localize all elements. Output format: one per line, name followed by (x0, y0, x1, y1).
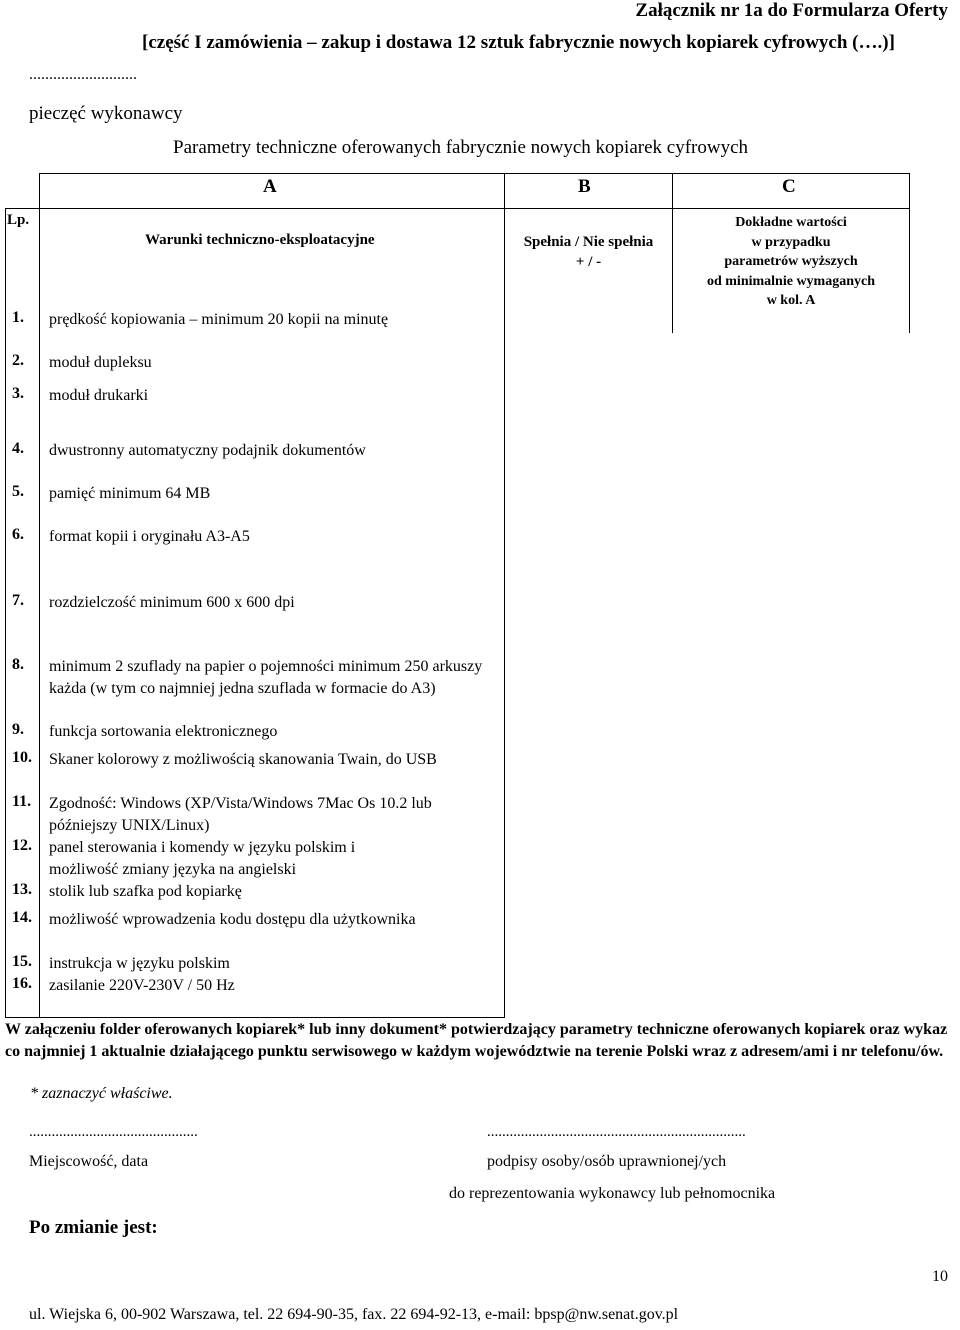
lp-header: Lp. (7, 212, 30, 228)
signature-dots: ..................................................................... (487, 1124, 746, 1140)
table-header-line (5, 208, 910, 209)
row-11-num: 11. (12, 793, 32, 810)
row-15-text: instrukcja w języku polskim (49, 955, 230, 972)
col-c-header-line5: w kol. A (766, 293, 816, 308)
row-3-text: moduł drukarki (49, 387, 149, 404)
row-2-text: moduł dupleksu (49, 354, 152, 371)
row-9-num: 9. (12, 721, 24, 738)
col-letter-c: C (782, 176, 796, 197)
row-6-num: 6. (12, 526, 24, 543)
page-number: 10 (932, 1268, 948, 1285)
row-7-text: rozdzielczość minimum 600 x 600 dpi (49, 594, 295, 611)
row-15-num: 15. (12, 953, 32, 970)
table-border-top (39, 173, 910, 174)
row-16-num: 16. (12, 975, 32, 992)
place-date-dots: ............................................. (29, 1124, 198, 1140)
row-1-text: prędkość kopiowania – minimum 20 kopii na minutę (49, 311, 389, 328)
table-border-right (909, 173, 910, 333)
row-11-text: Zgodność: Windows (XP/Vista/Windows 7Mac Os 10.2 lub późniejszy UNIX/Linux) (49, 795, 432, 834)
after-change-text: Po zmianie jest: (29, 1217, 158, 1238)
attachment-note: W załączeniu folder oferowanych kopiarek* lub inny dokument* potwierdzający parametry techniczne oferowanych kopiarek oraz wykaz co najmniej 1 aktualnie działającego punktu serwisowego w każdym województwie na terenie Polski wraz z adresem/ami i nr telefonu/ów. (5, 1021, 948, 1060)
row-10-num: 10. (12, 749, 32, 766)
table-a-divider (504, 173, 505, 1018)
row-16-text: zasilanie 220V-230V / 50 Hz (49, 977, 235, 994)
col-b-header (505, 232, 672, 272)
row-9-text: funkcja sortowania elektronicznego (49, 723, 278, 740)
signature-label-2: do reprezentowania wykonawcy lub pełnomocnika (449, 1185, 776, 1202)
col-c-header (673, 213, 909, 311)
row-10-text: Skaner kolorowy z możliwością skanowania Twain, do USB (49, 751, 437, 768)
row-12-num: 12. (12, 837, 32, 854)
place-date-label: Miejscowość, data (29, 1153, 149, 1170)
row-2-num: 2. (12, 352, 24, 369)
col-letter-b: B (578, 176, 591, 197)
col-c-header-line1: Dokładne wartości (735, 215, 847, 230)
table-border-left (5, 208, 6, 1018)
seal-label: pieczęć wykonawcy (29, 103, 183, 124)
col-a-header: Warunki techniczno-eksploatacyjne (145, 232, 375, 248)
row-12-text: panel sterowania i komendy w języku polskim i możliwość zmiany języka na angielski (49, 839, 356, 878)
row-5-text: pamięć minimum 64 MB (49, 485, 211, 502)
asterisk-note: * zaznaczyć właściwe. (30, 1085, 173, 1102)
col-b-header-line2: + / - (575, 254, 602, 270)
table-title: Parametry techniczne oferowanych fabrycznie nowych kopiarek cyfrowych (173, 137, 749, 158)
col-c-header-line3: parametrów wyższych (724, 254, 858, 269)
row-7-num: 7. (12, 592, 24, 609)
row-6-text: format kopii i oryginału A3-A5 (49, 528, 250, 545)
row-14-text: możliwość wprowadzenia kodu dostępu dla użytkownika (49, 911, 416, 928)
annex-title: Załącznik nr 1a do Formularza Oferty (635, 0, 948, 21)
seal-dots: ........................... (29, 66, 137, 83)
signature-label-1: podpisy osoby/osób uprawnionej/ych (487, 1153, 727, 1170)
row-5-num: 5. (12, 483, 24, 500)
after-change-label (29, 1217, 158, 1239)
col-letter-a: A (263, 176, 277, 197)
row-4-num: 4. (12, 440, 24, 457)
row-8-text: minimum 2 szuflady na papier o pojemności minimum 250 arkuszy każda (w tym co najmniej jedna szuflada w formacie do A3) (49, 658, 483, 697)
table-lp-divider (39, 173, 40, 1018)
table-border-bottom (5, 1017, 505, 1018)
row-13-text: stolik lub szafka pod kopiarkę (49, 883, 242, 900)
row-14-num: 14. (12, 909, 32, 926)
col-c-header-line2: w przypadku (751, 234, 831, 250)
subject-line: [część I zamówienia – zakup i dostawa 12 sztuk fabrycznie nowych kopiarek cyfrowych (….)] (142, 32, 895, 53)
footer-address: ul. Wiejska 6, 00-902 Warszawa, tel. 22 694-90-35, fax. 22 694-92-13, e-mail: bpsp@nw.senat.gov.pl (29, 1306, 679, 1323)
row-13-num: 13. (12, 881, 32, 898)
row-3-num: 3. (12, 385, 24, 402)
col-b-header-line1: Spełnia / Nie spełnia (523, 234, 654, 250)
row-4-text: dwustronny automatyczny podajnik dokumentów (49, 442, 366, 459)
row-8-num: 8. (12, 656, 24, 673)
row-1-num: 1. (12, 309, 24, 326)
col-c-header-line4: od minimalnie wymaganych (706, 273, 875, 289)
